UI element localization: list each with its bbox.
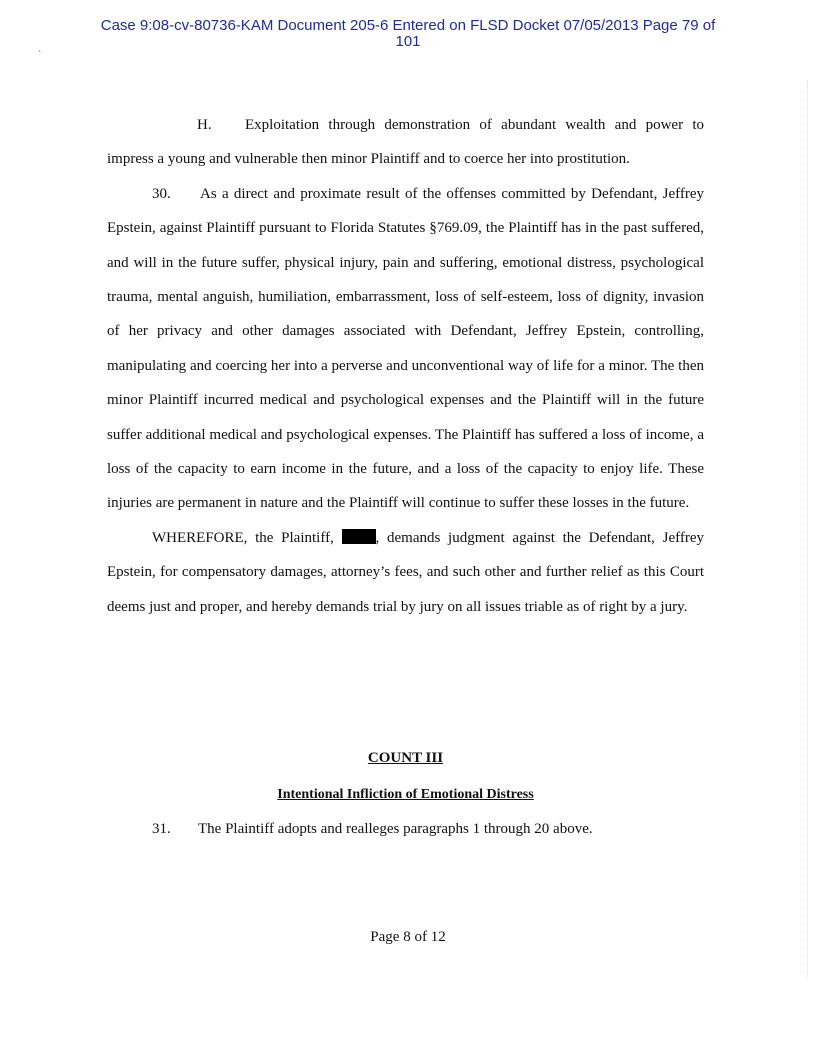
page-number-footer: Page 8 of 12 xyxy=(370,929,446,945)
paragraph-h-text: Exploitation through demonstration of abundant wealth and power to impress a young and vulnerable then minor Plaintiff and to coerce her into prostitution. xyxy=(107,117,704,168)
stamp-line-2: 101 xyxy=(395,33,421,50)
count-subtitle: Intentional Infliction of Emotional Distress xyxy=(277,787,534,802)
wherefore-text-start: WHEREFORE, the Plaintiff, xyxy=(152,529,334,546)
paragraph-30 xyxy=(107,177,704,521)
wherefore-paragraph xyxy=(107,521,704,624)
scan-edge-artifact xyxy=(807,80,814,980)
wherefore-text-end: , demands judgment against the Defendant, Jeffrey Epstein, for compensatory damages, attorney’s fees, and such other and further relief as this Court deems just and proper, and hereby demands trial by jury on all issues triable as of right by a jury. xyxy=(107,529,704,615)
redaction-box xyxy=(342,529,376,544)
scan-mark: ` xyxy=(38,50,42,61)
paragraph-30-text: As a direct and proximate result of the offenses committed by Defendant, Jeffrey Epstein, against Plaintiff pursuant to Florida Statutes §769.09, the Plaintiff has in the past suffered, and will in the future suffer, physical injury, pain and suffering, emotional distress, psychological trauma, mental anguish, humiliation, embarrassment, loss of self-esteem, loss of dignity, invasion of her privacy and other damages associated with Defendant, Jeffrey Epstein, controlling, manipulating and coercing her into a perverse and unconventional way of life for a minor. The then minor Plaintiff incurred medical and psychological expenses and the Plaintiff will in the future suffer additional medical and psychological expenses. The Plaintiff has suffered a loss of income, a loss of the capacity to earn income in the future, and a loss of the capacity to enjoy life. These injuries are permanent in nature and the Plaintiff will continue to suffer these losses in the future. xyxy=(107,185,704,512)
stamp-line-1: Case 9:08-cv-80736-KAM Document 205-6 Entered on FLSD Docket 07/05/2013 Page 79 of xyxy=(100,17,716,34)
paragraph-31 xyxy=(152,821,593,838)
paragraph-31-text: The Plaintiff adopts and realleges paragraphs 1 through 20 above. xyxy=(198,821,593,837)
paragraph-h xyxy=(107,108,704,177)
document-body xyxy=(107,108,704,624)
paragraph-h-label: H. xyxy=(197,117,212,133)
count-title: COUNT III xyxy=(367,750,444,766)
court-filing-stamp xyxy=(0,18,816,50)
paragraph-31-number: 31. xyxy=(152,821,171,837)
paragraph-30-number: 30. xyxy=(152,185,171,202)
